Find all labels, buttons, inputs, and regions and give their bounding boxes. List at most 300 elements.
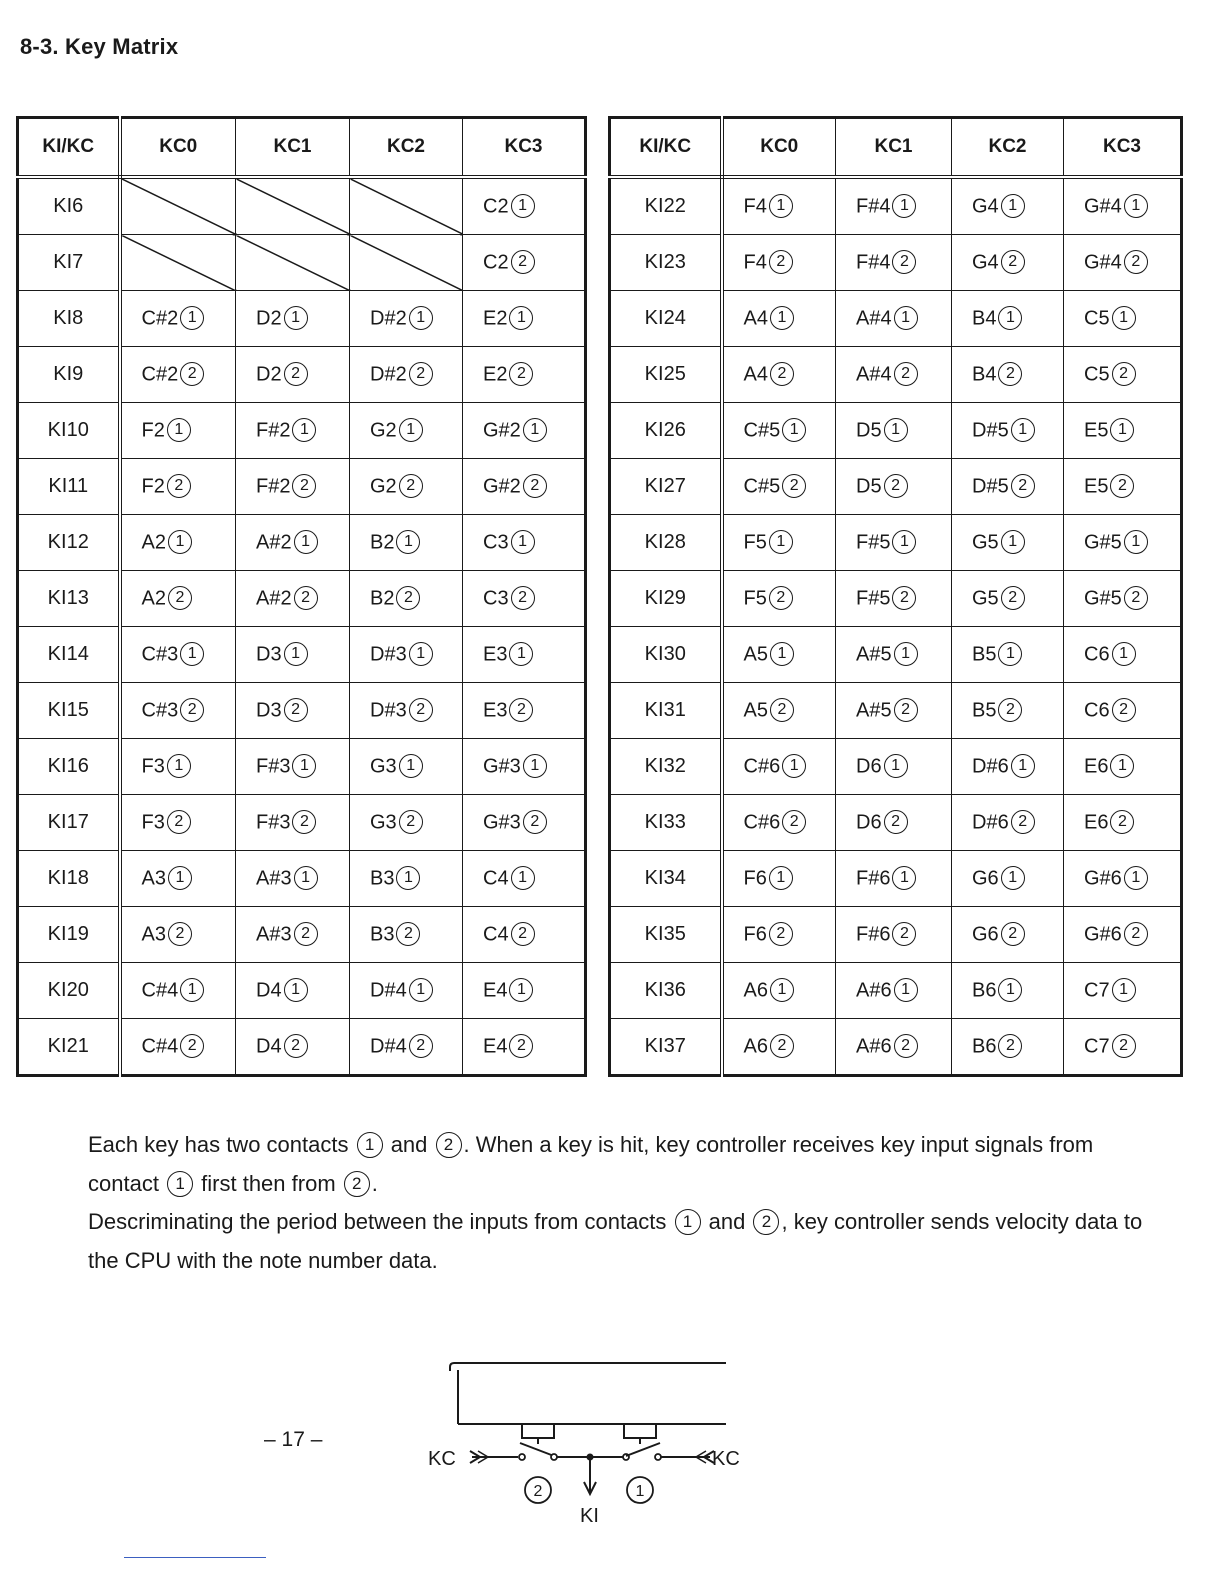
key-cell	[350, 907, 463, 963]
header-cell-kc3: KC3	[463, 118, 586, 178]
note-name: F4	[743, 194, 767, 217]
key-cell	[952, 571, 1064, 627]
key-cell	[463, 459, 586, 515]
header-cell-kc2: KC2	[952, 118, 1064, 178]
key-cell	[236, 851, 350, 907]
key-cell	[350, 627, 463, 683]
header-cell-kc0: KC0	[120, 118, 236, 178]
header-cell-kc1: KC1	[836, 118, 952, 178]
contact-terminal	[519, 1454, 525, 1460]
key-cell	[1064, 1019, 1182, 1076]
note-name: D2	[256, 362, 282, 385]
contact-1-mark: 1	[998, 306, 1022, 330]
paragraph-text: .	[371, 1170, 378, 1196]
key-cell	[463, 683, 586, 739]
empty-cell	[120, 177, 236, 235]
key-cell	[1064, 795, 1182, 851]
note-name: D#5	[972, 418, 1009, 441]
key-cell	[722, 739, 836, 795]
key-cell	[1064, 403, 1182, 459]
contact-1-mark: 1	[1001, 194, 1025, 218]
key-cell	[1064, 683, 1182, 739]
key-cell	[952, 403, 1064, 459]
key-cell	[1064, 571, 1182, 627]
key-cell	[463, 235, 586, 291]
ki-cell: KI10	[18, 403, 120, 459]
key-cell	[952, 851, 1064, 907]
empty-cell	[350, 177, 463, 235]
key-cell	[350, 963, 463, 1019]
table-body-right	[610, 177, 1182, 1076]
kc-label-right: KC	[712, 1448, 740, 1470]
note-name: A#5	[856, 642, 892, 665]
contact-2-mark: 2	[180, 1034, 204, 1058]
note-name: G5	[972, 530, 999, 553]
key-cell	[1064, 627, 1182, 683]
contact-2-mark: 2	[168, 586, 192, 610]
note-name: F4	[743, 250, 767, 273]
note-name: C5	[1084, 306, 1110, 329]
contact-2-mark: 2	[509, 698, 533, 722]
contact-2-mark: 2	[396, 586, 420, 610]
key-cell	[952, 347, 1064, 403]
key-cell	[120, 571, 236, 627]
key-cell	[236, 459, 350, 515]
table-row	[610, 1019, 1182, 1076]
key-cell	[120, 291, 236, 347]
contact-2-mark: 2	[1124, 250, 1148, 274]
contact-2-mark: 2	[770, 362, 794, 386]
note-name: B2	[370, 586, 395, 609]
key-cell	[722, 515, 836, 571]
key-matrix-table-left	[16, 116, 587, 1077]
contact-2-mark: 2	[409, 1034, 433, 1058]
key-cell	[952, 177, 1064, 235]
note-name: E5	[1084, 418, 1109, 441]
note-name: D#6	[972, 754, 1009, 777]
kc-label-left: KC	[428, 1448, 456, 1470]
ki-cell: KI33	[610, 795, 722, 851]
note-name: A#2	[256, 530, 292, 553]
table-row	[18, 177, 586, 235]
key-cell	[1064, 291, 1182, 347]
note-name: F6	[743, 922, 767, 945]
note-name: D6	[856, 754, 882, 777]
note-name: G#4	[1084, 250, 1122, 273]
key-cell	[236, 515, 350, 571]
key-cell	[236, 347, 350, 403]
ki-cell: KI18	[18, 851, 120, 907]
key-cell	[722, 403, 836, 459]
note-name: G#3	[483, 810, 521, 833]
contact-1-mark: 1	[409, 306, 433, 330]
note-name: F6	[743, 866, 767, 889]
contact-2-mark: 2	[769, 250, 793, 274]
note-name: F#6	[856, 922, 891, 945]
contact-2-mark: 2	[168, 922, 192, 946]
note-name: G2	[370, 418, 397, 441]
contact-1-mark: 1	[509, 978, 533, 1002]
key-cell	[1064, 459, 1182, 515]
section-title: 8-3. Key Matrix	[20, 34, 179, 59]
contact-1-mark: 1	[1001, 866, 1025, 890]
note-name: F3	[141, 754, 165, 777]
ki-cell: KI34	[610, 851, 722, 907]
contact-1-mark: 1	[1124, 530, 1148, 554]
key-cell	[722, 627, 836, 683]
note-name: B2	[370, 530, 395, 553]
table-row	[18, 291, 586, 347]
contact-2-mark: 2	[294, 922, 318, 946]
key-cell	[836, 627, 952, 683]
ki-cell: KI25	[610, 347, 722, 403]
note-name: D#4	[370, 1034, 407, 1057]
contact-2-mark: 2	[294, 586, 318, 610]
note-name: F#3	[256, 810, 291, 833]
key-cell	[836, 795, 952, 851]
switch-blade-right	[626, 1443, 660, 1456]
key-cell	[722, 907, 836, 963]
contact-1-mark: 1	[1011, 418, 1035, 442]
note-name: G3	[370, 810, 397, 833]
note-name: C5	[1084, 362, 1110, 385]
key-cell	[952, 739, 1064, 795]
actuator-right	[624, 1424, 656, 1438]
contact-1-mark: 1	[1112, 978, 1136, 1002]
contact-1-mark: 1	[399, 418, 423, 442]
note-name: A2	[141, 530, 166, 553]
key-cell	[722, 291, 836, 347]
note-name: G5	[972, 586, 999, 609]
key-cell	[952, 907, 1064, 963]
contact-terminal	[655, 1454, 661, 1460]
key-cell	[952, 627, 1064, 683]
note-name: E3	[483, 698, 508, 721]
contact-1-mark: 1	[1110, 754, 1134, 778]
header-cell-kc0: KC0	[722, 118, 836, 178]
note-name: D#2	[370, 306, 407, 329]
key-cell	[120, 851, 236, 907]
table-row	[18, 571, 586, 627]
ki-cell: KI23	[610, 235, 722, 291]
contact-2-mark: 2	[292, 474, 316, 498]
note-name: B5	[972, 698, 997, 721]
table-row	[610, 627, 1182, 683]
footer-rule	[124, 1557, 266, 1558]
note-name: B6	[972, 1034, 997, 1057]
table-row	[610, 907, 1182, 963]
contact-2-mark: 2	[1110, 474, 1134, 498]
contact-1-mark: 1	[769, 530, 793, 554]
table-header-row	[18, 118, 586, 178]
key-cell	[120, 515, 236, 571]
contact-2-mark: 2	[409, 362, 433, 386]
note-name: C#2	[141, 362, 179, 385]
contact-1-mark: 1	[1110, 418, 1134, 442]
contact-1-mark: 1	[892, 866, 916, 890]
ki-cell: KI13	[18, 571, 120, 627]
key-cell	[836, 515, 952, 571]
contact-1-mark: 1	[1112, 642, 1136, 666]
table-row	[18, 795, 586, 851]
note-name: A#3	[256, 866, 292, 889]
ki-cell: KI15	[18, 683, 120, 739]
contact-2-mark: 2	[894, 698, 918, 722]
contact-2-mark: 2	[1011, 810, 1035, 834]
contact-2-mark: 2	[511, 922, 535, 946]
contact-1-mark: 1	[782, 754, 806, 778]
note-name: C#6	[743, 810, 781, 833]
key-cell	[120, 963, 236, 1019]
key-cell	[236, 403, 350, 459]
note-name: F#2	[256, 474, 291, 497]
note-name: F#5	[856, 586, 891, 609]
note-name: B6	[972, 978, 997, 1001]
contact-2-mark: 2	[399, 474, 423, 498]
ki-cell: KI9	[18, 347, 120, 403]
table-row	[610, 795, 1182, 851]
ki-cell: KI7	[18, 235, 120, 291]
key-cell	[236, 739, 350, 795]
table-row	[18, 403, 586, 459]
note-name: C6	[1084, 642, 1110, 665]
key-cell	[1064, 963, 1182, 1019]
key-cell	[120, 627, 236, 683]
table-row	[610, 459, 1182, 515]
key-cell	[120, 907, 236, 963]
note-name: F5	[743, 586, 767, 609]
paragraph-text: , key controller sends velocity data to the CPU with the note number data.	[88, 1209, 1143, 1273]
key-cell	[952, 963, 1064, 1019]
contact-2-mark: 2	[511, 250, 535, 274]
contact-2-mark: 2	[884, 810, 908, 834]
note-name: C#3	[141, 698, 179, 721]
contact-2-mark: 2	[770, 1034, 794, 1058]
note-name: C6	[1084, 698, 1110, 721]
note-name: E5	[1084, 474, 1109, 497]
key-cell	[350, 1019, 463, 1076]
note-name: G#6	[1084, 866, 1122, 889]
key-cell	[836, 851, 952, 907]
contact-2-mark: 2	[523, 810, 547, 834]
contact-2-mark: 2	[769, 586, 793, 610]
note-name: C#3	[141, 642, 179, 665]
ki-cell: KI27	[610, 459, 722, 515]
key-cell	[722, 1019, 836, 1076]
table-row	[610, 235, 1182, 291]
key-cell	[463, 627, 586, 683]
contact-2-mark: 2	[509, 362, 533, 386]
contact-2-mark: 2	[180, 698, 204, 722]
contact-2-mark: 2	[753, 1209, 779, 1235]
key-cell	[722, 347, 836, 403]
note-name: D#2	[370, 362, 407, 385]
note-name: E6	[1084, 754, 1109, 777]
key-cell	[1064, 739, 1182, 795]
key-cell	[722, 177, 836, 235]
key-cell	[952, 235, 1064, 291]
header-cell-kc3: KC3	[1064, 118, 1182, 178]
ki-cell: KI6	[18, 177, 120, 235]
note-name: C#4	[141, 978, 179, 1001]
contact-1-mark: 1	[180, 642, 204, 666]
key-cell	[836, 459, 952, 515]
contact-2-mark: 2	[1001, 922, 1025, 946]
contact-2-mark: 2	[399, 810, 423, 834]
key-cell	[1064, 177, 1182, 235]
contact-2-mark: 2	[1001, 250, 1025, 274]
key-cell	[952, 1019, 1064, 1076]
key-cell	[836, 403, 952, 459]
table-row	[18, 739, 586, 795]
contact-1-mark: 1	[998, 978, 1022, 1002]
note-name: F3	[141, 810, 165, 833]
contact-2-mark: 2	[1112, 1034, 1136, 1058]
key-cell	[236, 963, 350, 1019]
note-name: D#3	[370, 698, 407, 721]
table-row	[610, 683, 1182, 739]
note-name: A4	[743, 362, 768, 385]
paragraph-text: Descriminating the period between the inputs from contacts	[88, 1209, 673, 1234]
key-cell	[463, 907, 586, 963]
key-cell	[120, 347, 236, 403]
key-cell	[722, 459, 836, 515]
key-cell	[236, 571, 350, 627]
key-cell	[350, 571, 463, 627]
note-name: E4	[483, 978, 508, 1001]
contact-1-mark: 1	[294, 530, 318, 554]
contact-1-mark: 1	[284, 642, 308, 666]
key-cell	[350, 739, 463, 795]
key-cell	[1064, 907, 1182, 963]
contact-1-mark: 1	[409, 978, 433, 1002]
contact-2-mark: 2	[409, 698, 433, 722]
ki-cell: KI17	[18, 795, 120, 851]
contact-2-mark: 2	[769, 922, 793, 946]
note-name: E2	[483, 306, 508, 329]
contact-1-mark: 1	[292, 418, 316, 442]
contact-1-mark: 1	[511, 530, 535, 554]
key-cell	[236, 627, 350, 683]
note-name: G#2	[483, 474, 521, 497]
key-cell	[236, 683, 350, 739]
note-name: C#5	[743, 418, 781, 441]
note-name: A6	[743, 978, 768, 1001]
contact-2-mark: 2	[1112, 698, 1136, 722]
table-row	[610, 963, 1182, 1019]
empty-cell	[120, 235, 236, 291]
note-name: F#4	[856, 250, 891, 273]
note-name: C#5	[743, 474, 781, 497]
key-cell	[722, 571, 836, 627]
contact-2-mark: 2	[1011, 474, 1035, 498]
note-name: F2	[141, 418, 165, 441]
note-name: A5	[743, 642, 768, 665]
note-name: E4	[483, 1034, 508, 1057]
note-name: D4	[256, 978, 282, 1001]
key-cell	[463, 347, 586, 403]
contact-1-mark: 1	[894, 306, 918, 330]
contact-1-mark: 1	[180, 978, 204, 1002]
note-name: F2	[141, 474, 165, 497]
table-row	[18, 907, 586, 963]
ki-cell: KI22	[610, 177, 722, 235]
contact-2-mark: 2	[509, 1034, 533, 1058]
contact-1-mark: 1	[894, 642, 918, 666]
key-cell	[120, 739, 236, 795]
table-header-row	[610, 118, 1182, 178]
note-name: G6	[972, 922, 999, 945]
contact-1-mark: 1	[770, 978, 794, 1002]
table-row	[18, 683, 586, 739]
contact-1-mark: 1	[511, 866, 535, 890]
key-cell	[236, 795, 350, 851]
ki-cell: KI35	[610, 907, 722, 963]
note-name: F5	[743, 530, 767, 553]
table-row	[610, 739, 1182, 795]
table-row	[610, 403, 1182, 459]
contact-1-mark: 1	[892, 530, 916, 554]
key-cell	[952, 795, 1064, 851]
note-name: C4	[483, 866, 509, 889]
contact-1-mark: 1	[396, 866, 420, 890]
note-name: D6	[856, 810, 882, 833]
key-cell	[952, 459, 1064, 515]
contact-2-mark: 2	[998, 1034, 1022, 1058]
contact-2-mark: 2	[884, 474, 908, 498]
table-row	[610, 347, 1182, 403]
empty-cell	[236, 177, 350, 235]
contact-1-mark: 1	[1124, 866, 1148, 890]
contact-1-mark: 1	[894, 978, 918, 1002]
key-body-top	[450, 1363, 726, 1371]
key-cell	[463, 1019, 586, 1076]
key-cell	[722, 683, 836, 739]
ki-cell: KI36	[610, 963, 722, 1019]
contact-2-mark: 2	[292, 810, 316, 834]
contact-2-mark: 2	[1110, 810, 1134, 834]
table-row	[610, 291, 1182, 347]
note-name: G#4	[1084, 194, 1122, 217]
contact-2-mark: 2	[511, 586, 535, 610]
note-name: D#6	[972, 810, 1009, 833]
table-body-left	[18, 177, 586, 1076]
key-cell	[120, 459, 236, 515]
note-name: A3	[141, 922, 166, 945]
key-cell	[836, 1019, 952, 1076]
note-name: G4	[972, 194, 999, 217]
key-cell	[722, 795, 836, 851]
note-name: D5	[856, 474, 882, 497]
contact-1-mark: 1	[168, 530, 192, 554]
contact-2-mark: 2	[892, 922, 916, 946]
key-cell	[836, 571, 952, 627]
contact-1-mark: 1	[509, 642, 533, 666]
table-row	[610, 515, 1182, 571]
note-name: B4	[972, 362, 997, 385]
note-name: A#3	[256, 922, 292, 945]
key-cell	[350, 459, 463, 515]
ki-cell: KI16	[18, 739, 120, 795]
note-name: D3	[256, 642, 282, 665]
contact-1-mark: 1	[399, 754, 423, 778]
note-name: G#3	[483, 754, 521, 777]
paragraph-text: Each key has two contacts	[88, 1132, 355, 1157]
key-cell	[836, 347, 952, 403]
note-name: D5	[856, 418, 882, 441]
key-cell	[1064, 347, 1182, 403]
contact-1-mark: 1	[769, 866, 793, 890]
